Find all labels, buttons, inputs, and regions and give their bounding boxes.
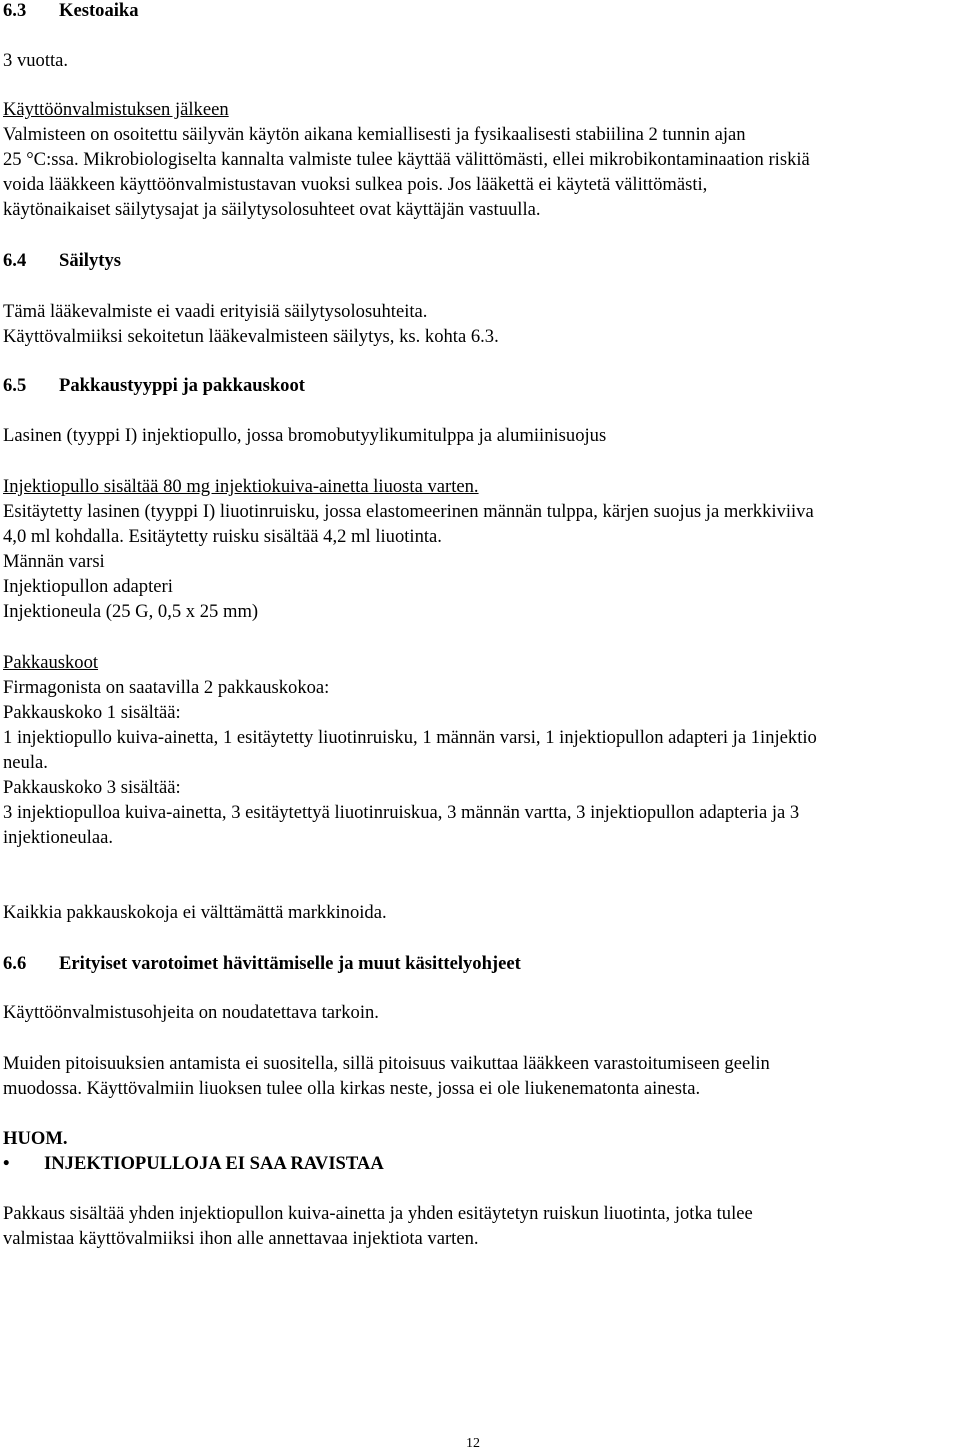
list-line: Männän varsi [3,551,105,572]
list-line: Injektiopullon adapteri [3,576,173,597]
paragraph-line: Firmagonista on saatavilla 2 pakkauskokoa: [3,677,330,698]
paragraph-line: valmistaa käyttövalmiiksi ihon alle annettavaa injektiota varten. [3,1228,479,1249]
paragraph-line: muodossa. Käyttövalmiin liuoksen tulee olla kirkas neste, jossa ei ole liukenematonta ainesta. [3,1078,701,1099]
warning-text: INJEKTIOPULLOJA EI SAA RAVISTAA [44,1153,384,1174]
paragraph: 3 vuotta. [3,50,69,71]
paragraph-line: Käyttövalmiiksi sekoitetun lääkevalmisteen säilytys, ks. kohta 6.3. [3,326,499,347]
subheading: Pakkauskoot [3,652,99,673]
paragraph: Lasinen (tyyppi I) injektiopullo, jossa bromobutyylikumitulppa ja alumiinisuojus [3,425,607,446]
paragraph: Käyttöönvalmistusohjeita on noudatettava tarkoin. [3,1002,379,1023]
bullet-icon: • [3,1153,10,1174]
section-number: 6.6 [3,953,27,974]
paragraph-line: Pakkaus sisältää yhden injektiopullon kuiva-ainetta ja yhden esitäytetyn ruiskun liuotinta, jotka tulee [3,1203,753,1224]
section-heading-6-5 [3,375,305,397]
paragraph-line: 3 injektiopulloa kuiva-ainetta, 3 esitäytettyä liuotinruiskua, 3 männän vartta, 3 injektiopullon adapteria ja 3 [3,802,800,823]
paragraph-line: neula. [3,752,48,773]
paragraph-line: Muiden pitoisuuksien antamista ei suositella, sillä pitoisuus vaikuttaa lääkkeen varastoitumiseen geelin [3,1053,770,1074]
section-title: Säilytys [59,250,121,271]
paragraph-underlined: Injektiopullo sisältää 80 mg injektiokuiva-ainetta liuosta varten. [3,476,479,497]
paragraph-line: käytönaikaiset säilytysajat ja säilytysolosuhteet ovat käyttäjän vastuulla. [3,199,541,220]
subheading: Käyttöönvalmistuksen jälkeen [3,99,229,120]
paragraph-line: Valmisteen on osoitettu säilyvän käytön aikana kemiallisesti ja fysikaalisesti stabiilina 2 tunnin ajan [3,124,746,145]
warning-bullet-item [3,1153,384,1175]
list-line: Injektioneula (25 G, 0,5 x 25 mm) [3,601,259,622]
section-title: Erityiset varotoimet hävittämiselle ja muut käsittelyohjeet [59,953,521,974]
paragraph-line: 25 °C:ssa. Mikrobiologiselta kannalta valmiste tulee käyttää välittömästi, ellei mikrobikontaminaation riskiä [3,149,810,170]
section-number: 6.5 [3,375,27,396]
note-heading: HUOM. [3,1128,68,1149]
section-heading-6-3 [3,0,139,22]
paragraph-line: injektioneulaa. [3,827,113,848]
paragraph-line: Pakkauskoko 3 sisältää: [3,777,181,798]
paragraph-line: 4,0 ml kohdalla. Esitäytetty ruisku sisältää 4,2 ml liuotinta. [3,526,442,547]
section-heading-6-4 [3,250,121,272]
paragraph-line: 1 injektiopullo kuiva-ainetta, 1 esitäytetty liuotinruisku, 1 männän varsi, 1 injektiopullon adapteri ja 1injektio [3,727,817,748]
section-title: Pakkaustyyppi ja pakkauskoot [59,375,305,396]
paragraph: Kaikkia pakkauskokoja ei välttämättä markkinoida. [3,902,387,923]
section-number: 6.3 [3,0,27,21]
paragraph-line: Pakkauskoko 1 sisältää: [3,702,181,723]
paragraph-line: voida lääkkeen käyttöönvalmistustavan vuoksi sulkea pois. Jos lääkettä ei käytetä välittömästi, [3,174,708,195]
paragraph-line: Tämä lääkevalmiste ei vaadi erityisiä säilytysolosuhteita. [3,301,428,322]
paragraph-line: Esitäytetty lasinen (tyyppi I) liuotinruisku, jossa elastomeerinen männän tulppa, kärjen suojus ja merkkiviiva [3,501,814,522]
section-title: Kestoaika [59,0,139,21]
page-number: 12 [466,1436,480,1451]
section-number: 6.4 [3,250,27,271]
section-heading-6-6 [3,953,521,975]
